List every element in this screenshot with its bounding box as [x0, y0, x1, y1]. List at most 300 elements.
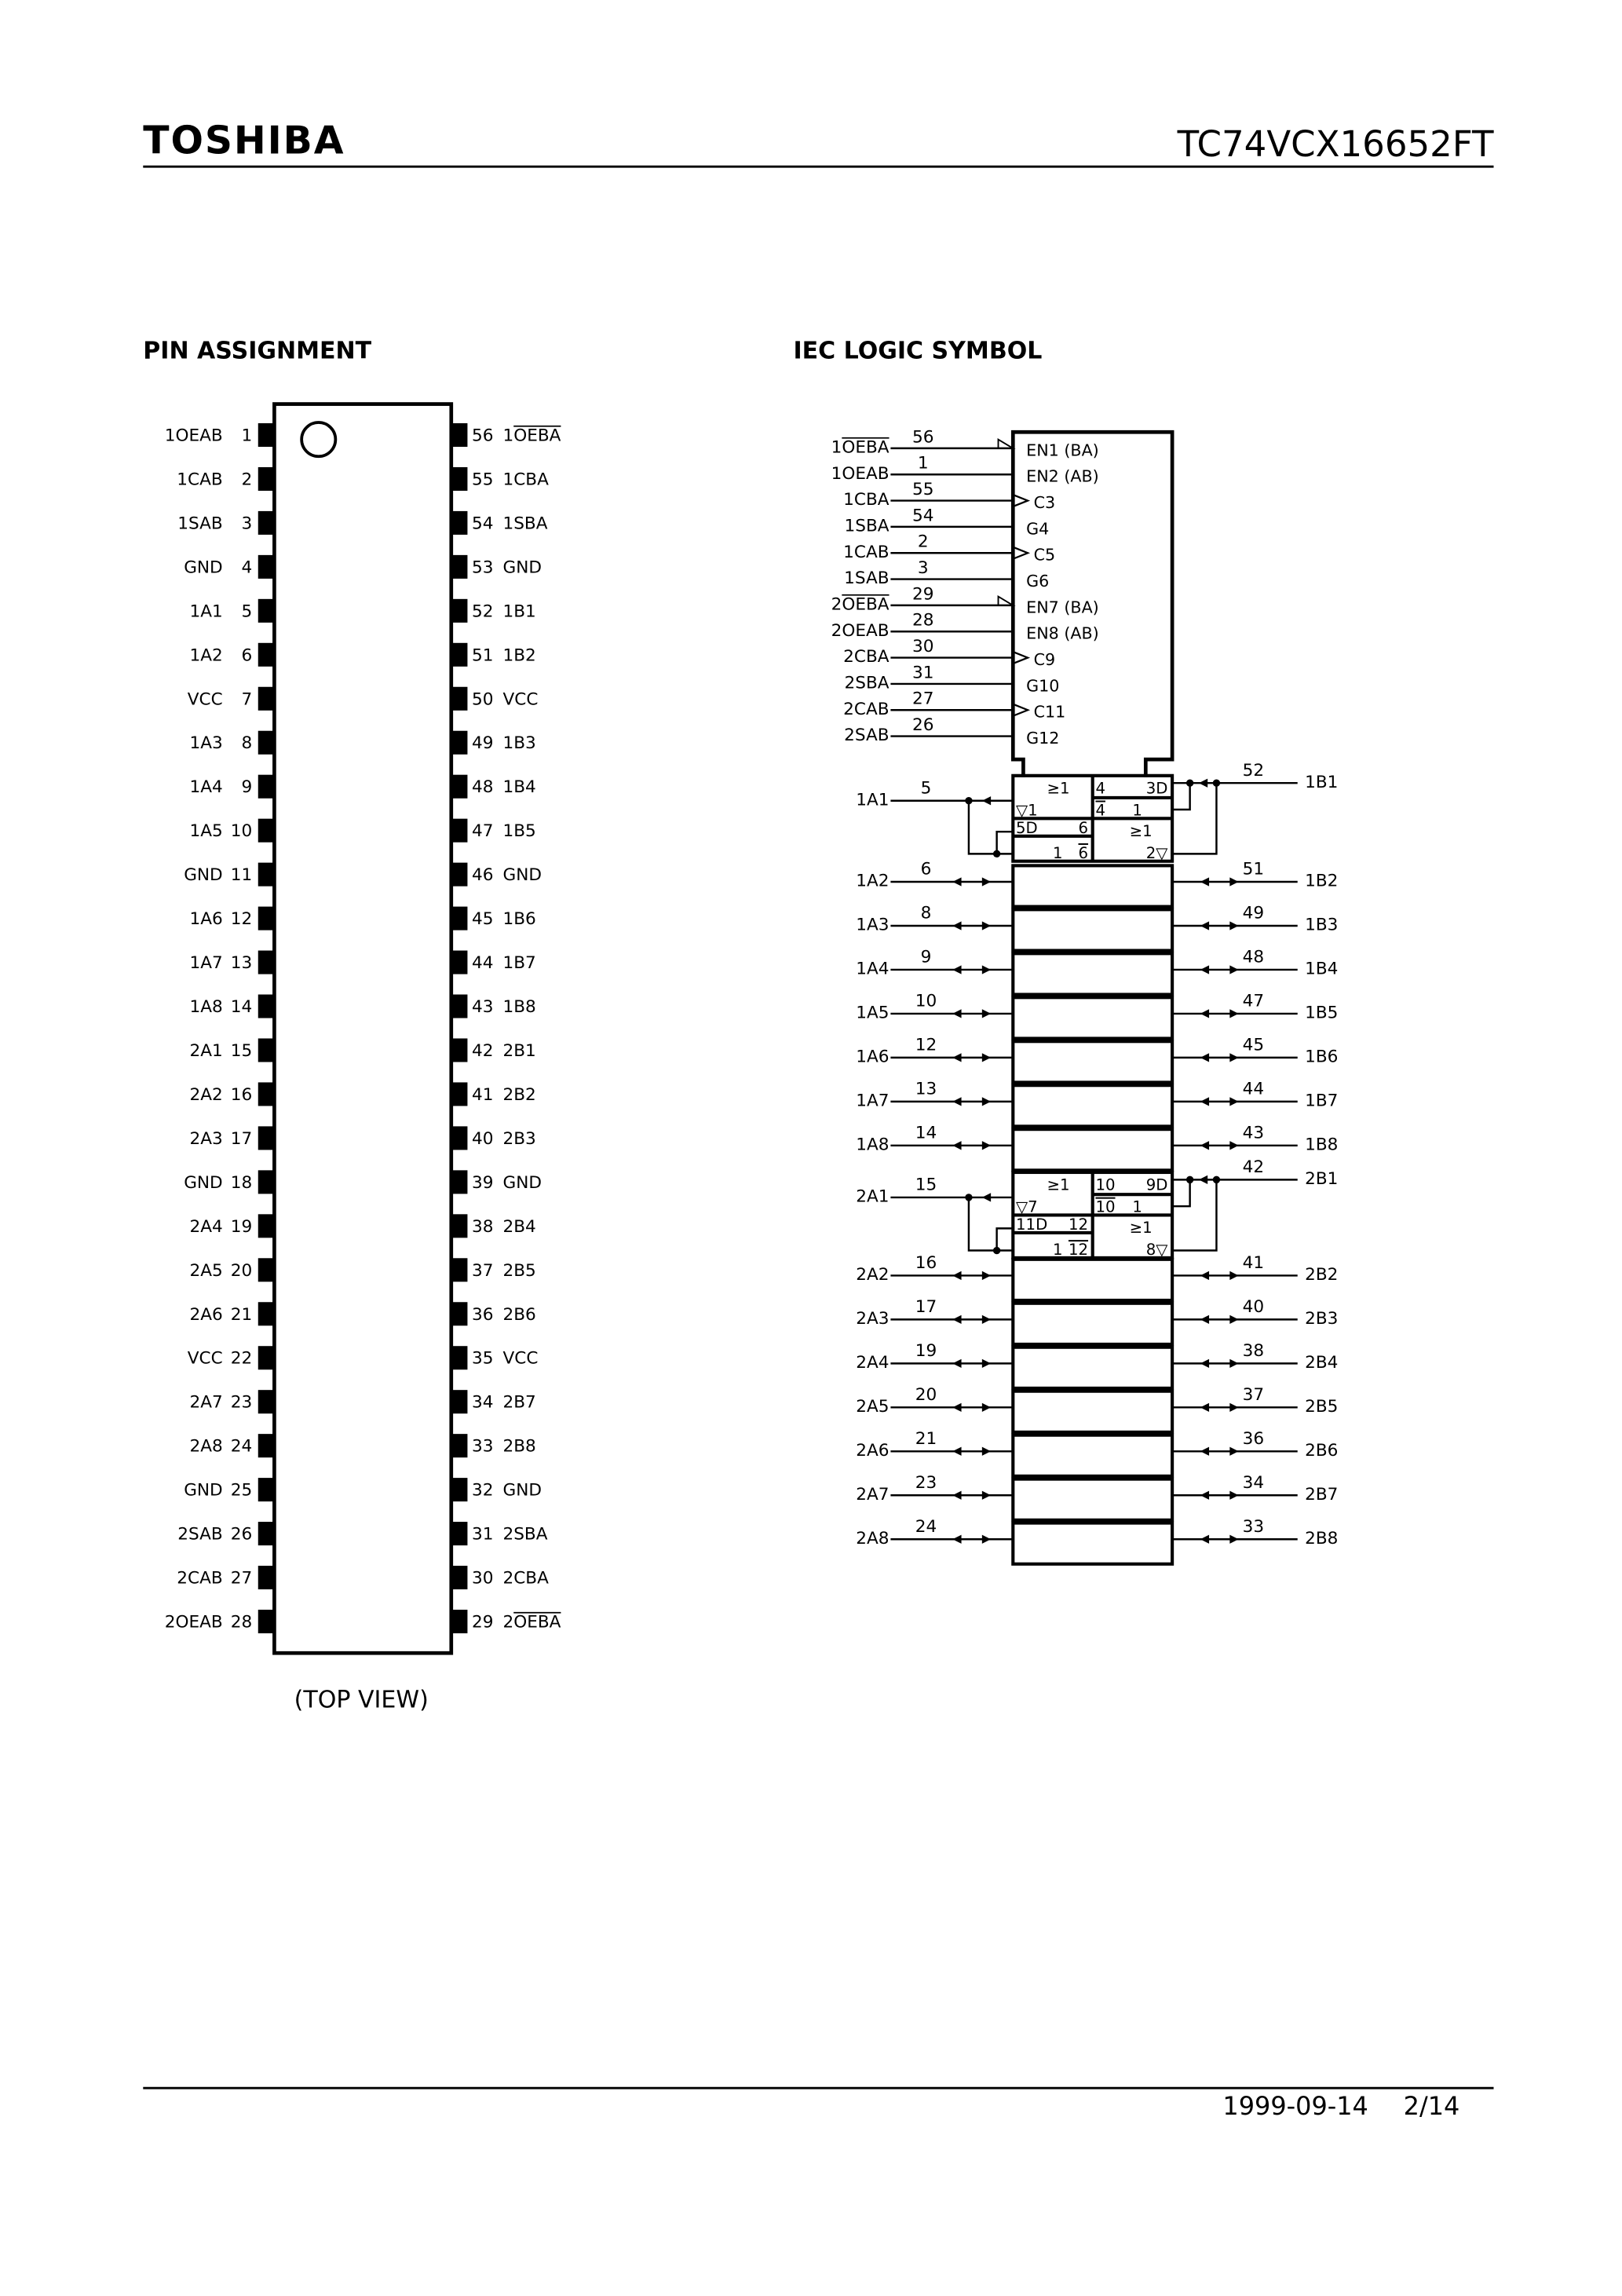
pin-number: 48: [472, 777, 494, 798]
signal-name: 2CAB: [843, 699, 890, 719]
pin-number: 49: [1242, 903, 1265, 923]
pin-number: 44: [472, 953, 494, 974]
pin-pad: [258, 1522, 275, 1545]
control-input-2oeba: [831, 584, 1099, 616]
pin-number: 23: [230, 1392, 253, 1413]
signal-name: 1B8: [1305, 1135, 1339, 1155]
arrow-right-icon: [1229, 1009, 1238, 1018]
signal-name: 2B4: [1305, 1353, 1339, 1373]
pin-pad: [451, 1390, 468, 1413]
pin-pad: [258, 1434, 275, 1457]
pin-number: 24: [915, 1516, 937, 1537]
bus-row-2a4: [856, 1341, 1338, 1388]
arrow-right-icon: [982, 965, 991, 974]
arrow-right-icon: [982, 1359, 991, 1368]
arrow-right-icon: [1229, 1491, 1238, 1500]
pin-pad: [258, 1038, 275, 1062]
pin-left-24: [189, 1434, 274, 1457]
arrow-left-icon: [982, 1193, 991, 1201]
pin-left-17: [189, 1126, 274, 1150]
pin-number: 55: [472, 470, 494, 490]
arrow-left-icon: [1199, 779, 1207, 788]
bus-row-2a2: [856, 1253, 1338, 1300]
arrow-left-icon: [1200, 1141, 1209, 1150]
pin-number: 43: [1242, 1123, 1265, 1143]
arrow-left-icon: [952, 921, 961, 930]
cell-outline: [1013, 1435, 1172, 1476]
arrow-right-icon: [1229, 1535, 1238, 1544]
pin-left-14: [189, 995, 274, 1018]
pin-pad: [258, 863, 275, 887]
pin-number: 39: [472, 1172, 494, 1193]
bus-row-1a6: [856, 1035, 1338, 1082]
cell-label: 4: [1095, 801, 1105, 820]
pin-name: 1B7: [502, 953, 536, 974]
pin-number: 55: [911, 480, 934, 500]
pin-name: 2B3: [502, 1128, 536, 1149]
signal-name: 1SAB: [844, 569, 890, 589]
pin-number: 44: [1242, 1079, 1265, 1099]
pin-number: 56: [911, 427, 934, 448]
pin-number: 41: [472, 1084, 494, 1105]
bus-row-2a8: [856, 1517, 1338, 1564]
signal-name: 2SBA: [844, 673, 890, 693]
cell-outline: [1013, 997, 1172, 1038]
pin-name: 2A2: [189, 1084, 223, 1105]
pin-number: 46: [472, 865, 494, 886]
pin-left-5: [189, 599, 274, 623]
arrow-left-icon: [1200, 1403, 1209, 1412]
cell-label: ≥1: [1047, 779, 1070, 798]
pin-right-40: [451, 1126, 536, 1150]
bus-row-1a5: [856, 992, 1338, 1039]
pin-pad: [451, 643, 468, 667]
pin-pad: [451, 467, 468, 491]
signal-name: 2B8: [1305, 1528, 1339, 1548]
signal-name: 2B3: [1305, 1309, 1339, 1329]
cell-outline: [1013, 1479, 1172, 1520]
cell-outline: [1013, 1347, 1172, 1388]
signal-name: 2CBA: [843, 647, 890, 667]
pin-right-54: [451, 511, 548, 535]
pin-pad: [451, 1346, 468, 1369]
pin-pad: [258, 1170, 275, 1194]
pin-pad: [258, 775, 275, 799]
cell-label: ▽1: [1016, 801, 1038, 820]
pin-name: 1B4: [502, 777, 536, 798]
pin-name: 1SAB: [177, 514, 223, 534]
cell-outline: [1013, 953, 1172, 994]
arrow-right-icon: [1229, 1141, 1238, 1150]
pin-number: 48: [1242, 947, 1265, 967]
signal-name: 1CBA: [843, 490, 890, 510]
function-label: EN8 (AB): [1026, 623, 1099, 643]
cell-label: 2▽: [1145, 843, 1168, 862]
pin-number: 9: [920, 947, 932, 967]
pin-number: 12: [230, 909, 253, 930]
footer-page: 2/14: [1403, 2091, 1460, 2122]
pin-number: 36: [1242, 1428, 1265, 1449]
arrow-left-icon: [1200, 1315, 1209, 1324]
iec-logic-symbol: [831, 427, 1339, 1563]
cell-label: 10: [1095, 1175, 1116, 1194]
pin-left-16: [189, 1082, 274, 1106]
pin-left-1: [165, 423, 275, 447]
pin-number: 36: [472, 1304, 494, 1325]
pin-name: VCC: [502, 689, 539, 710]
pin-left-28: [165, 1610, 275, 1633]
pin-name: 2OEBA: [502, 1612, 561, 1632]
arrow-left-icon: [1200, 1359, 1209, 1368]
pin-number: 15: [230, 1041, 253, 1062]
signal-name: 2A2: [856, 1265, 890, 1285]
pin-name: 1OEAB: [164, 426, 223, 446]
pin-right-56: [451, 423, 561, 447]
pin-pad: [258, 995, 275, 1018]
pin-number: 20: [915, 1384, 937, 1405]
signal-name: 1B3: [1305, 915, 1339, 935]
pin-number: 24: [230, 1436, 253, 1457]
junction-dot: [993, 850, 1000, 857]
pin-left-2: [177, 467, 274, 491]
pin-pad: [451, 731, 468, 755]
cell-label: 1: [1132, 801, 1142, 820]
pin-pad: [258, 423, 275, 447]
pin-number: 28: [911, 610, 934, 631]
arrow-right-icon: [982, 1141, 991, 1150]
pin-left-27: [177, 1566, 274, 1589]
pin-name: 1B3: [502, 733, 536, 754]
pin-number: 14: [230, 997, 253, 1018]
pin-pad: [451, 1126, 468, 1150]
pin-name: 1CAB: [177, 470, 223, 490]
pin-name: 1A5: [189, 821, 223, 842]
pin-number: 3: [917, 558, 929, 579]
arrow-left-icon: [952, 965, 961, 974]
function-label: EN1 (BA): [1026, 441, 1099, 460]
pin-right-47: [451, 819, 536, 843]
cell-label: 9D: [1145, 1175, 1168, 1194]
pin-pad: [258, 1126, 275, 1150]
pin-name: 2OEAB: [164, 1612, 223, 1632]
arrow-right-icon: [1229, 921, 1238, 930]
pin-name: 2A5: [189, 1260, 223, 1281]
pin-number: 54: [911, 506, 934, 526]
cell-outline: [1013, 865, 1172, 906]
pin-right-37: [451, 1258, 536, 1281]
arrow-right-icon: [982, 1491, 991, 1500]
pin-name: 2A8: [189, 1436, 223, 1457]
arrow-right-icon: [1229, 1403, 1238, 1412]
function-label: G4: [1026, 519, 1050, 539]
function-label: C3: [1033, 492, 1056, 512]
pin-number: 53: [472, 558, 494, 578]
arrow-left-icon: [952, 1535, 961, 1544]
cell-outline: [1013, 1391, 1172, 1432]
arrow-left-icon: [952, 1359, 961, 1368]
bus-row-1a2: [856, 860, 1338, 907]
pin-name: 1A6: [189, 909, 223, 930]
pin-pad: [451, 555, 468, 579]
pin-number: 5: [920, 778, 932, 799]
pin-pad: [451, 1302, 468, 1325]
pin-name: VCC: [187, 689, 223, 710]
pin-name: GND: [184, 865, 223, 886]
polarity-indicator-icon: [999, 597, 1014, 605]
arrow-right-icon: [982, 1009, 991, 1018]
pin-left-20: [189, 1258, 274, 1281]
arrow-left-icon: [1200, 1097, 1209, 1106]
pin-name: 2A7: [189, 1392, 223, 1413]
pin-number: 27: [230, 1568, 253, 1589]
pin-name: GND: [502, 865, 542, 886]
pin-number: 5: [241, 601, 253, 622]
pin-pad: [258, 819, 275, 843]
pin-number: 20: [230, 1260, 253, 1281]
pin-number: 23: [915, 1472, 937, 1493]
arrow-left-icon: [952, 1271, 961, 1280]
signal-name: 1B5: [1305, 1003, 1339, 1023]
signal-name: 1A6: [856, 1047, 890, 1067]
signal-name: 2A5: [856, 1396, 890, 1417]
feedback-line: [969, 801, 1013, 854]
signal-name: 1A5: [856, 1003, 890, 1023]
cell-label: ▽7: [1016, 1197, 1038, 1216]
pin-number: 45: [472, 909, 494, 930]
arrow-right-icon: [982, 1271, 991, 1280]
pin-pad: [451, 1478, 468, 1501]
pin-number: 1: [241, 426, 253, 446]
arrow-right-icon: [982, 877, 991, 886]
arrow-left-icon: [952, 1053, 961, 1062]
pin-name: 2B1: [502, 1041, 536, 1062]
pin-number: 41: [1242, 1253, 1265, 1274]
pin-name: 2SAB: [177, 1524, 223, 1545]
cell-label: ≥1: [1129, 1218, 1153, 1237]
arrow-left-icon: [1200, 1053, 1209, 1062]
arrow-right-icon: [982, 1535, 991, 1544]
pin-pad: [258, 1082, 275, 1106]
pin-left-11: [184, 863, 274, 887]
signal-name: 1A1: [856, 790, 890, 810]
pin-number: 51: [472, 645, 494, 666]
arrow-right-icon: [1229, 965, 1238, 974]
pin-name: GND: [502, 558, 542, 578]
signal-name: 2A8: [856, 1528, 890, 1548]
feedback-line: [1172, 1179, 1216, 1250]
signal-name: 2OEBA: [831, 594, 890, 615]
pin-pad: [451, 819, 468, 843]
pin-number: 17: [230, 1128, 253, 1149]
pin-pad: [258, 1302, 275, 1325]
junction-dot: [993, 1247, 1000, 1254]
function-label: C11: [1033, 702, 1066, 722]
storage-cell-1a1: [856, 761, 1338, 862]
pin-name: 1CBA: [502, 470, 549, 490]
pin-pad: [451, 1082, 468, 1106]
signal-name: 1B6: [1305, 1047, 1339, 1067]
pin-right-46: [451, 863, 542, 887]
pin-number: 33: [472, 1436, 494, 1457]
pin-right-49: [451, 731, 536, 755]
cell-outline: [1013, 1085, 1172, 1126]
pin-number: 3: [241, 514, 253, 534]
pin-number: 21: [230, 1304, 253, 1325]
pin-number: 30: [472, 1568, 494, 1589]
pin-pad: [451, 995, 468, 1018]
arrow-right-icon: [982, 1447, 991, 1456]
pin-pad: [258, 467, 275, 491]
pin-right-45: [451, 907, 536, 930]
cell-label: 10: [1095, 1197, 1116, 1216]
pin-number: 6: [241, 645, 253, 666]
signal-name: 1A4: [856, 959, 890, 979]
cell-label: 11D: [1016, 1216, 1048, 1234]
pin-name: 1B1: [502, 601, 536, 622]
arrow-left-icon: [1200, 1447, 1209, 1456]
pin-left-18: [184, 1170, 274, 1194]
pin-right-34: [451, 1390, 536, 1413]
pin-name: 2B4: [502, 1216, 536, 1237]
cell-label: 1: [1052, 843, 1063, 862]
pin-name: 2CBA: [502, 1568, 549, 1589]
pin-right-33: [451, 1434, 536, 1457]
cell-label: ≥1: [1047, 1175, 1070, 1194]
pin-number: 19: [915, 1340, 937, 1361]
storage-cell-2a1: [856, 1157, 1338, 1259]
pin-number: 1: [917, 453, 929, 473]
pin-number: 51: [1242, 859, 1265, 879]
control-input-2sba: [845, 663, 1060, 695]
pin-number: 35: [472, 1348, 494, 1369]
pin-name: VCC: [187, 1348, 223, 1369]
cell-outline: [1013, 1129, 1172, 1170]
footer-date: 1999-09-14: [1222, 2091, 1368, 2122]
pin-name: 1B6: [502, 909, 536, 930]
arrow-right-icon: [982, 1053, 991, 1062]
pin-number: 4: [241, 558, 253, 578]
pin-right-41: [451, 1082, 536, 1106]
cell-label: 5D: [1016, 819, 1038, 838]
signal-name: 1B1: [1305, 772, 1339, 792]
pin-right-44: [451, 951, 536, 974]
function-label: G12: [1026, 728, 1060, 748]
top-view-label: (TOP VIEW): [294, 1686, 429, 1714]
signal-name: 2A4: [856, 1353, 890, 1373]
pin-left-3: [177, 511, 274, 535]
pin-number: 37: [1242, 1384, 1265, 1405]
pin-pad: [258, 511, 275, 535]
cell-label: 1: [1132, 1197, 1142, 1216]
pin-left-19: [189, 1214, 274, 1238]
pin-name: 1A4: [189, 777, 223, 798]
arrow-left-icon: [1200, 1271, 1209, 1280]
arrow-right-icon: [982, 1403, 991, 1412]
arrow-left-icon: [952, 1447, 961, 1456]
signal-name: 1OEAB: [831, 463, 890, 484]
pin-name: 2A4: [189, 1216, 223, 1237]
pin-pad: [258, 1346, 275, 1369]
cell-label: 6: [1078, 843, 1089, 862]
bus-row-2a5: [856, 1385, 1338, 1432]
pin-name: GND: [184, 1172, 223, 1193]
control-input-1cba: [843, 480, 1055, 512]
arrow-right-icon: [1229, 1447, 1238, 1456]
pin-number: 29: [472, 1612, 494, 1632]
pin-number: 17: [915, 1297, 937, 1318]
pin-name: 2B8: [502, 1436, 536, 1457]
bus-row-2a3: [856, 1297, 1338, 1344]
pin-pad: [258, 555, 275, 579]
pin-left-9: [189, 775, 274, 799]
arrow-left-icon: [952, 1009, 961, 1018]
pin-name: GND: [184, 1480, 223, 1501]
pin-right-48: [451, 775, 536, 799]
pin-left-26: [177, 1522, 274, 1545]
pin-name: 2A1: [189, 1041, 223, 1062]
pin-pad: [451, 1610, 468, 1633]
pin-number: 8: [920, 903, 932, 923]
pin-name: 2B2: [502, 1084, 536, 1105]
pin-pad: [258, 687, 275, 711]
pin-number: 21: [915, 1428, 937, 1449]
signal-name: 2B6: [1305, 1440, 1339, 1461]
pin-number: 29: [911, 584, 934, 605]
pin-pad: [451, 1566, 468, 1589]
pin-number: 42: [1242, 1157, 1265, 1177]
pin-pad: [258, 951, 275, 974]
signal-name: 2B7: [1305, 1484, 1339, 1504]
pin-number: 31: [911, 663, 934, 683]
arrow-left-icon: [952, 877, 961, 886]
pin-pad: [258, 1610, 275, 1633]
pin-left-21: [189, 1302, 274, 1325]
pin-number: 34: [1242, 1472, 1265, 1493]
pin-number: 26: [230, 1524, 253, 1545]
pin-number: 6: [920, 859, 932, 879]
cell-label: 4: [1095, 779, 1105, 798]
function-label: EN7 (BA): [1026, 598, 1099, 617]
pin-right-32: [451, 1478, 542, 1501]
pin-right-29: [451, 1610, 561, 1633]
pin-number: 38: [1242, 1340, 1265, 1361]
bus-row-2a7: [856, 1473, 1338, 1520]
cell-label: 12: [1068, 1216, 1089, 1234]
pin-right-43: [451, 995, 536, 1018]
pin-right-39: [451, 1170, 542, 1194]
pin-name: 2A3: [189, 1128, 223, 1149]
pin-pad: [451, 1038, 468, 1062]
arrow-left-icon: [952, 1403, 961, 1412]
pin-name: 2SBA: [502, 1524, 548, 1545]
pin-pad: [258, 907, 275, 930]
signal-name: 2A6: [856, 1440, 890, 1461]
pin-number: 28: [230, 1612, 253, 1632]
pin-number: 15: [915, 1175, 937, 1195]
arrow-left-icon: [952, 1315, 961, 1324]
pin-number: 16: [230, 1084, 253, 1105]
pin-pad: [451, 687, 468, 711]
pin-left-13: [189, 951, 274, 974]
pin-number: 12: [915, 1035, 937, 1055]
iec-logic-symbol-title: IEC LOGIC SYMBOL: [793, 337, 1043, 365]
pin-number: 16: [915, 1253, 937, 1274]
signal-name: 1A8: [856, 1135, 890, 1155]
pin-pad: [258, 1566, 275, 1589]
pin-right-55: [451, 467, 549, 491]
pin-number: 56: [472, 426, 494, 446]
signal-name: 2B1: [1305, 1169, 1339, 1190]
